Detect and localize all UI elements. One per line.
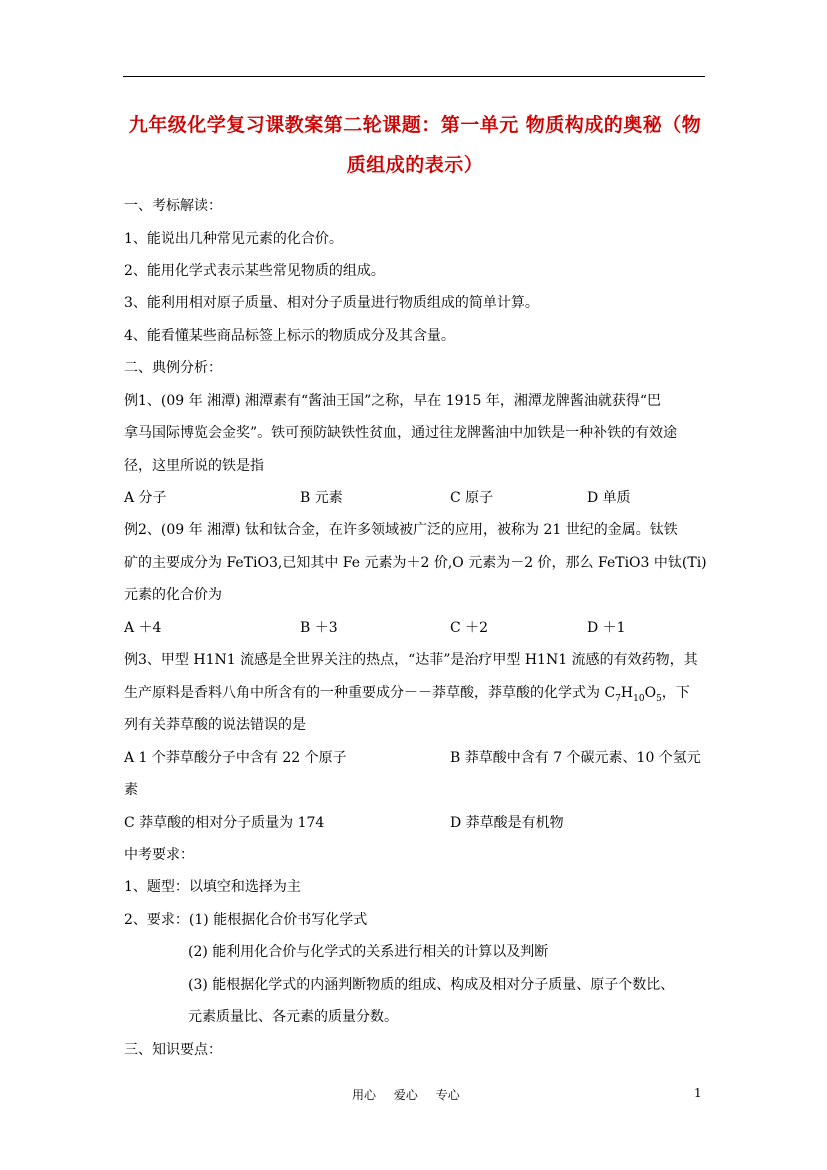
option-b: B ＋3 (300, 620, 338, 636)
requirement-line: (2) 能利用化合价与化学式的关系进行相关的计算以及判断 (188, 944, 549, 960)
example-3-text: ，下 (661, 685, 690, 701)
list-item: 3、能利用相对原子质量、相对分子质量进行物质组成的简单计算。 (124, 295, 539, 311)
section-heading: 中考要求： (124, 847, 194, 863)
page-number: 1 (694, 1086, 702, 1100)
page-footer (352, 1086, 474, 1103)
formula-element: H (620, 685, 634, 701)
formula-subscript: 7 (615, 693, 621, 704)
requirement-line: 1、题型：以填空和选择为主 (124, 879, 301, 895)
example-2-line: 元素的化合价为 (124, 587, 222, 603)
footer-text: 专心 (435, 1088, 460, 1102)
option-c: C 原子 (450, 490, 494, 506)
list-item: 1、能说出几种常见元素的化合价。 (124, 231, 343, 247)
list-item: 4、能看懂某些商品标签上标示的物质成分及其含量。 (124, 328, 455, 344)
example-3-line: 例3、甲型 H1N1 流感是全世界关注的热点，“达菲”是治疗甲型 H1N1 流感的有效药物，其 (124, 652, 698, 668)
option-d: D 莽草酸是有机物 (450, 815, 564, 831)
option-b-continued: 素 (124, 782, 138, 798)
option-b: B 莽草酸中含有 7 个碳元素、10 个氢元 (450, 750, 701, 766)
footer-text: 用心 (352, 1088, 377, 1102)
option-a: A ＋4 (124, 620, 162, 636)
option-d: D 单质 (587, 490, 631, 506)
footer-text: 爱心 (393, 1088, 418, 1102)
example-3-line (124, 684, 690, 702)
option-d: D ＋1 (587, 620, 626, 636)
section-heading: 三、知识要点： (124, 1042, 222, 1058)
example-1-line: 拿马国际博览会金奖”。铁可预防缺铁性贫血，通过往龙牌酱油中加铁是一种补铁的有效途 (124, 425, 678, 441)
option-a: A 1 个莽草酸分子中含有 22 个原子 (124, 750, 347, 766)
formula-subscript: 10 (633, 693, 645, 704)
example-1-line: 径，这里所说的铁是指 (124, 458, 264, 474)
section-heading: 一、考标解读： (124, 198, 222, 214)
option-b: B 元素 (300, 490, 343, 506)
formula-subscript: 5 (656, 693, 662, 704)
requirement-line: 2、要求：(1) 能根据化合价书写化学式 (124, 912, 368, 928)
example-2-line: 例2、(09 年 湘潭) 钛和钛合金，在许多领域被广泛的应用，被称为 21 世纪的金属。钛铁 (124, 522, 678, 538)
formula-element: O (644, 685, 657, 701)
requirement-line: 元素质量比、各元素的质量分数。 (188, 1009, 398, 1025)
example-2-line: 矿的主要成分为 FeTiO3,已知其中 Fe 元素为＋2 价,O 元素为－2 价，那么 FeTiO3 中钛(Ti) (124, 555, 707, 571)
title-line-2: 质组成的表示） (346, 154, 484, 176)
header-rule (123, 76, 705, 77)
requirement-line: (3) 能根据化学式的内涵判断物质的组成、构成及相对分子质量、原子个数比、 (188, 977, 675, 993)
example-1-line: 例1、(09 年 湘潭) 湘潭素有“酱油王国”之称，早在 1915 年，湘潭龙牌酱油就获得“巴 (124, 393, 661, 409)
example-3-line: 列有关莽草酸的说法错误的是 (124, 717, 306, 733)
title-line-1: 九年级化学复习课教案第二轮课题：第一单元 物质构成的奥秘（物 (128, 114, 702, 136)
option-a: A 分子 (124, 490, 167, 506)
list-item: 2、能用化学式表示某些常见物质的组成。 (124, 263, 385, 279)
example-3-text: 生产原料是香料八角中所含有的一种重要成分－－莽草酸，莽草酸的化学式为 C (124, 685, 616, 701)
section-heading: 二、典例分析： (124, 360, 222, 376)
option-c: C ＋2 (450, 620, 489, 636)
option-c: C 莽草酸的相对分子质量为 174 (124, 815, 325, 831)
